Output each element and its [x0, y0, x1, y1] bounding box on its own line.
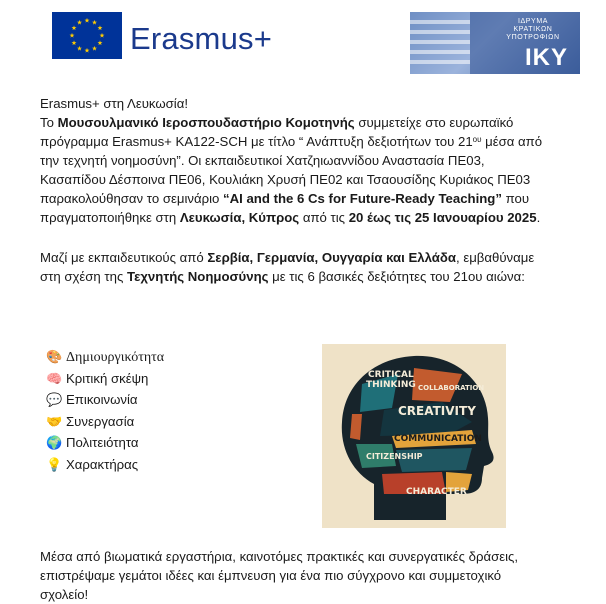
iky-caption-line: ΥΠΟΤΡΟΦΙΩΝ	[506, 34, 560, 41]
eu-star-icon	[85, 18, 90, 23]
location: Λευκωσία, Κύπρος	[179, 210, 300, 225]
text: , εμβαθύναμε	[456, 250, 535, 265]
text: στη σχέση της	[40, 269, 127, 284]
partners-line	[40, 267, 596, 286]
label-creativity: CREATIVITY	[398, 404, 476, 418]
text: Το	[40, 115, 58, 130]
six-cs-head-poster	[322, 344, 506, 528]
text: συμμετείχε στο ευρωπαϊκό	[354, 115, 514, 130]
eu-star-icon	[92, 20, 97, 25]
eu-star-icon	[77, 20, 82, 25]
partners-paragraph	[40, 248, 596, 286]
list-item	[46, 346, 246, 368]
text: πρόγραμμα Erasmus+ KA122-SCH με τίτλο “ Ανάπτυξη δεξιοτήτων του 21	[40, 134, 473, 149]
palette-icon: 🎨	[46, 349, 63, 364]
label-collaboration: COLLABORATION	[418, 384, 485, 392]
handshake-icon: 🤝	[46, 413, 63, 429]
skill-label: Επικοινωνία	[66, 392, 138, 407]
intro-line	[40, 113, 596, 132]
iky-caption-line: ΚΡΑΤΙΚΩΝ	[513, 26, 553, 33]
text: πραγματοποιήθηκε στη	[40, 210, 180, 225]
intro-line: Κασαπίδου Δέσποινα ΠΕ06, Κουλιάκη Χρυσή ΠΕ02 και Τσαουσίδης Κυριάκος ΠΕ03	[40, 172, 531, 187]
superscript: ου	[472, 135, 482, 144]
poster-word: THINKING	[366, 380, 416, 390]
brain-icon: 🧠	[46, 370, 63, 386]
school-name: Μουσουλμανικό Ιεροσπουδαστήριο Κομοτηνής	[57, 115, 355, 130]
list-item	[46, 411, 246, 433]
list-item	[46, 389, 246, 411]
closing-line: Μέσα από βιωματικά εργαστήρια, καινοτόμες πρακτικές και συνεργατικές δράσεις,	[40, 549, 519, 564]
eu-star-icon	[100, 33, 105, 38]
erasmus-logo-text: Erasmus+	[130, 21, 273, 56]
intro-line	[40, 132, 596, 151]
seminar-title: “AI and the 6 Cs for Future-Ready Teaching”	[223, 191, 502, 206]
text: μέσα από	[481, 134, 543, 149]
lightbulb-icon: 💡	[46, 456, 63, 472]
ai-term: Τεχνητής Νοημοσύνης	[127, 269, 269, 284]
globe-icon: 🌍	[46, 435, 63, 450]
speech-bubble-icon: 💬	[46, 392, 63, 407]
label-citizenship: CITIZENSHIP	[366, 452, 423, 461]
erasmus-plus-logo	[52, 12, 284, 64]
closing-line: επιστρέψαμε γεμάτοι ιδέες και έμπνευση για ένα πιο σύγχρονο και συμμετοχικό	[40, 568, 502, 583]
iky-wordmark: IKY	[524, 44, 568, 71]
text: που	[501, 191, 530, 206]
closing-paragraph	[40, 547, 596, 604]
list-item	[46, 454, 246, 476]
text: παρακολούθησαν το σεμινάριο	[40, 191, 224, 206]
skill-label: Κριτική σκέψη	[66, 370, 149, 386]
skill-label: Πολιτειότητα	[66, 435, 139, 450]
skill-label: Χαρακτήρας	[66, 456, 139, 472]
skills-list	[46, 346, 246, 475]
eu-flag-icon	[52, 12, 122, 59]
list-item	[46, 368, 246, 390]
intro-line: την τεχνητή νοημοσύνη”. Οι εκπαιδευτικοί Χατζηιωαννίδου Αναστασία ΠΕ03,	[40, 153, 485, 168]
eu-star-icon	[72, 40, 77, 45]
eu-star-icon	[85, 48, 90, 53]
intro-heading: Erasmus+ στη Λευκωσία!	[40, 96, 188, 111]
poster-word: CRITICAL	[368, 370, 414, 380]
text: με τις 6 βασικές δεξιότητες του 21ου αιώνα:	[268, 269, 525, 284]
intro-paragraph	[40, 94, 596, 227]
skill-label: Δημιουργικότητα	[66, 350, 165, 365]
eu-star-icon	[92, 46, 97, 51]
dates: 20 έως τις 25 Ιανουαρίου 2025	[348, 210, 537, 225]
iky-caption	[494, 18, 572, 42]
closing-line: σχολείο!	[40, 587, 89, 602]
eu-star-icon	[70, 33, 75, 38]
eu-star-icon	[98, 40, 103, 45]
list-item	[46, 432, 246, 454]
partners-line	[40, 248, 596, 267]
intro-line	[40, 208, 596, 227]
text: .	[536, 210, 541, 225]
eu-star-icon	[98, 25, 103, 30]
skill-label: Συνεργασία	[66, 413, 135, 429]
eu-star-icon	[77, 46, 82, 51]
text: Μαζί με εκπαιδευτικούς από	[40, 250, 208, 265]
iky-logo	[410, 12, 580, 74]
label-critical-thinking	[366, 370, 416, 390]
iky-caption-line: ΙΔΡΥΜΑ	[517, 18, 549, 25]
countries: Σερβία, Γερμανία, Ουγγαρία και Ελλάδα	[207, 250, 456, 265]
text: από τις	[299, 210, 349, 225]
intro-line	[40, 189, 596, 208]
label-communication: COMMUNICATION	[394, 434, 482, 444]
eu-star-icon	[72, 25, 77, 30]
label-character: CHARACTER	[406, 487, 467, 497]
